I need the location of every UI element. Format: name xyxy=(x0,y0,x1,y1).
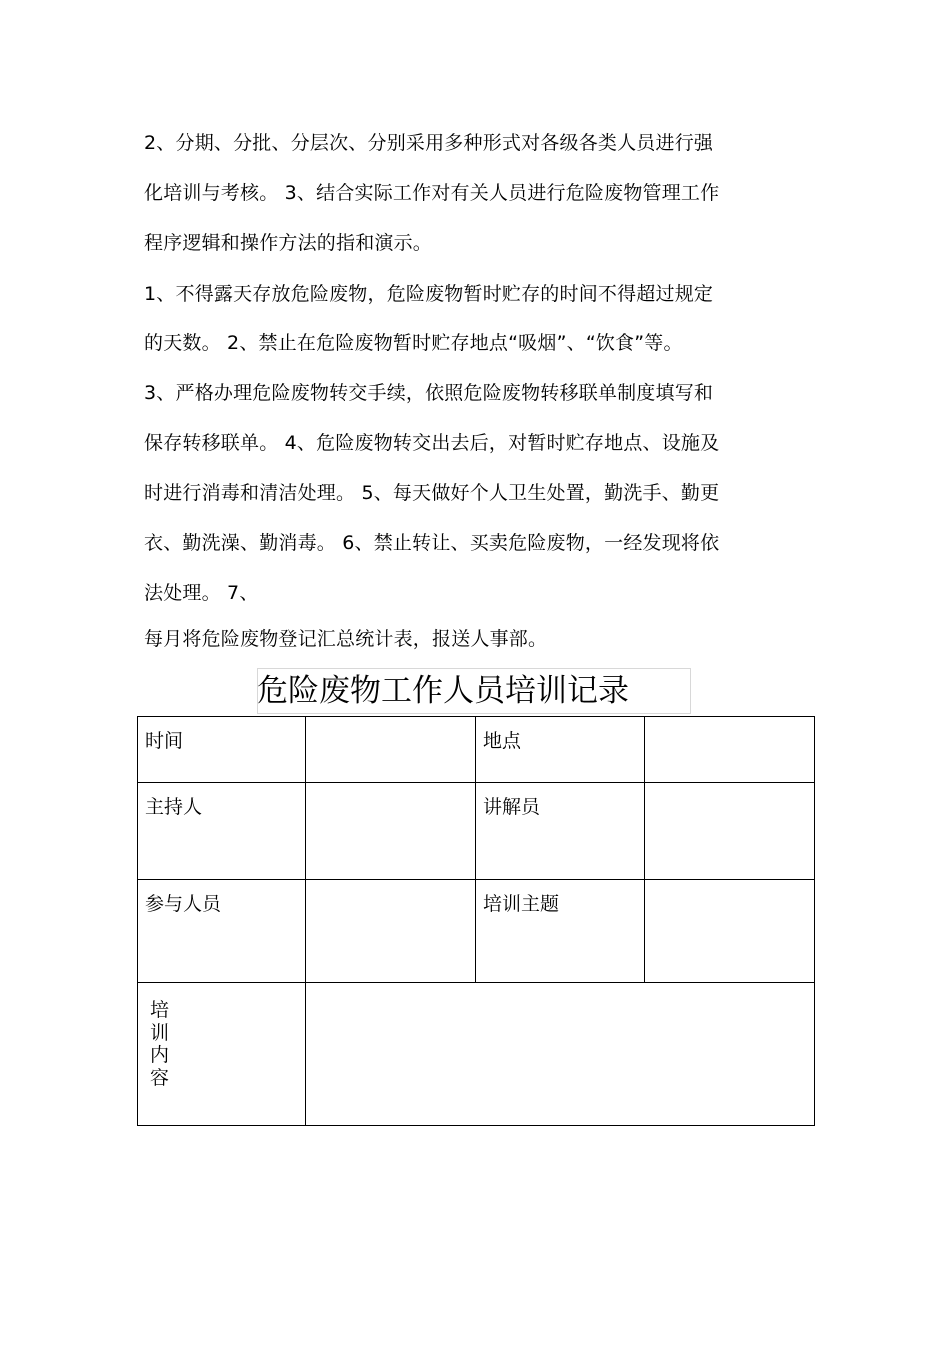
paragraph-line: 程序逻辑和操作方法的指和演示。 xyxy=(144,232,433,254)
paragraph-line: 3、严格办理危险废物转交手续，依照危险废物转移联单制度填写和 xyxy=(144,382,714,404)
training-record-table xyxy=(137,716,815,1126)
paragraph-line: 2、分期、分批、分层次、分别采用多种形式对各级各类人员进行强 xyxy=(144,132,714,154)
form-title: 危险废物工作人员培训记录 xyxy=(257,673,629,709)
lecturer-value-cell[interactable] xyxy=(645,783,815,880)
table-row xyxy=(138,983,815,1126)
location-value-cell[interactable] xyxy=(645,717,815,783)
paragraph-line: 衣、勤洗澡、勤消毒。 6、禁止转让、买卖危险废物，一经发现将依 xyxy=(144,532,720,554)
time-label: 时间 xyxy=(138,717,306,783)
location-label: 地点 xyxy=(476,717,645,783)
table-row xyxy=(138,783,815,880)
paragraph-line: 保存转移联单。 4、危险废物转交出去后，对暂时贮存地点、设施及 xyxy=(144,432,720,454)
topic-value-cell[interactable] xyxy=(645,880,815,983)
content-label-cell xyxy=(138,983,306,1126)
paragraph-line: 每月将危险废物登记汇总统计表，报送人事部。 xyxy=(144,628,548,650)
table-row xyxy=(138,880,815,983)
host-value-cell[interactable] xyxy=(306,783,476,880)
participants-value-cell[interactable] xyxy=(306,880,476,983)
content-label: 培训内容 xyxy=(150,999,170,1089)
time-value-cell[interactable] xyxy=(306,717,476,783)
paragraph-line: 化培训与考核。 3、结合实际工作对有关人员进行危险废物管理工作 xyxy=(144,182,720,204)
paragraph-line: 的天数。 2、禁止在危险废物暂时贮存地点“吸烟”、“饮食”等。 xyxy=(144,332,683,354)
topic-label: 培训主题 xyxy=(476,880,645,983)
lecturer-label: 讲解员 xyxy=(476,783,645,880)
participants-label: 参与人员 xyxy=(138,880,306,983)
paragraph-line: 时进行消毒和清洁处理。 5、每天做好个人卫生处置，勤洗手、勤更 xyxy=(144,482,720,504)
host-label: 主持人 xyxy=(138,783,306,880)
table-row xyxy=(138,717,815,783)
content-value-cell[interactable] xyxy=(306,983,815,1126)
paragraph-line: 1、不得露天存放危险废物，危险废物暂时贮存的时间不得超过规定 xyxy=(144,283,714,305)
paragraph-line: 法处理。 7、 xyxy=(144,582,259,604)
